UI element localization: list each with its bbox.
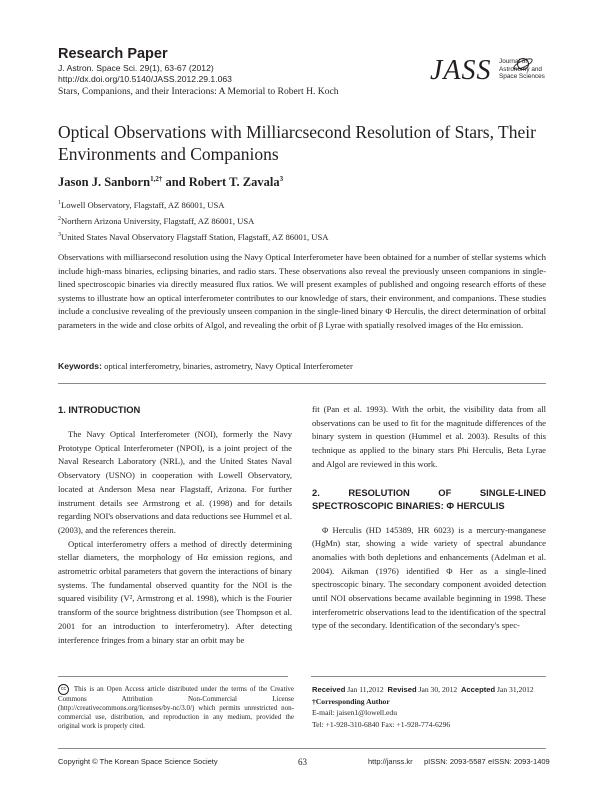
affiliation-3-sup: 3 — [58, 231, 61, 238]
journal-logo — [430, 53, 555, 101]
page-number: 63 — [298, 757, 307, 767]
author-phone: Tel: +1-928-310-6840 Fax: +1-928-774-6296 — [312, 719, 451, 729]
keywords — [58, 361, 546, 371]
electronic-issn: eISSN: 2093-1409 — [488, 757, 550, 766]
copyright: Copyright © The Korean Space Science Society — [58, 757, 218, 766]
keywords-text: optical interferometry, binaries, astrometry, Navy Optical Interferometer — [104, 361, 353, 371]
corresponding-author: †Corresponding Author — [312, 696, 390, 706]
affiliation-2 — [58, 212, 329, 228]
received-date: Jan 11,2012 — [347, 685, 384, 694]
paper-title: Optical Observations with Milliarcsecond Resolution of Stars, Their Environments and Companions — [58, 122, 536, 164]
revised-label: Revised — [387, 685, 417, 694]
page-footer — [58, 757, 550, 769]
right-column — [312, 403, 546, 633]
divider — [58, 383, 546, 384]
revised-date: Jan 30, 2012 — [418, 685, 458, 694]
affiliation-1-sup: 1 — [58, 200, 61, 206]
affiliation-2-sup: 2 — [58, 215, 61, 222]
keywords-label: Keywords: — [58, 361, 102, 371]
affiliation-2-text: Northern Arizona University, Flagstaff, AZ 86001, USA — [61, 215, 255, 226]
article-history — [312, 684, 552, 730]
divider — [58, 676, 288, 677]
author-2: and Robert T. Zavala — [165, 175, 280, 190]
divider — [311, 676, 546, 677]
author-list — [58, 175, 283, 190]
logo-text: JASS — [430, 55, 492, 86]
intro-paragraph-2: Optical interferometry offers a method of directly determining stellar diameters, the morphology of Hα emission regions, and astrometric orbital parameters that govern the interactions of binary systems. The fundamental observed quantity for the NOI is the squared visibility (V², Armstrong et al. 1998), which is the Fourier transform of the source brightness distribution (see Thompson et al. 2001 for an introduction to interferometry). After detecting interference fringes from a binary star an orbit may be — [58, 538, 292, 645]
print-issn: pISSN: 2093-5587 — [424, 757, 486, 766]
author-1-affil: 1,2† — [150, 175, 163, 183]
creative-commons-icon: cc — [58, 684, 69, 695]
citation: J. Astron. Space Sci. 29(1), 63-67 (2012) — [58, 63, 214, 73]
affiliations — [58, 196, 329, 244]
accepted-date: Jan 31,2012 — [497, 685, 534, 694]
logo-line-1: Journal of — [499, 58, 528, 65]
phi-her-paragraph: Φ Herculis (HD 145389, HR 6023) is a mercury-manganese (HgMn) star, showing a wide variety of spectral abundance anomalies with both depletions and enhancements (Adelman et al. 2004). Aikman (1976) identified Φ Her as a single-lined spectroscopic binary. The secondary component avoided detection until NOI observations became available beginning in 1998. These interferometric observations lead to the identification of the spectral type of the secondary. Identification of the secondary's spec- — [312, 524, 546, 631]
doi-link[interactable]: http://dx.doi.org/10.5140/JASS.2012.29.1.063 — [58, 74, 232, 84]
journal-url[interactable]: http://janss.kr — [368, 757, 413, 766]
history-dates — [312, 684, 552, 696]
affiliation-3 — [58, 228, 329, 244]
intro-paragraph-1: The Navy Optical Interferometer (NOI), formerly the Navy Prototype Optical Interferometer (NPOI), is a joint project of the Naval Research Laboratory (NRL), and the United States Naval Observatory (USNO) in cooperation with Lowell Observatory, located at Anderson Mesa near Flagstaff, Arizona. For further instrument details see Armstrong et al. (1998) and for details regarding NOI's observations and data reductions see Hummel et al. (2003), and the references therein. — [58, 429, 292, 535]
author-2-affil: 3 — [279, 175, 284, 183]
section-heading-phi-herculis: 2. RESOLUTION OF SINGLE-LINED SPECTROSCOPIC BINARIES: Φ HERCULIS — [312, 486, 546, 511]
journal-header — [58, 46, 418, 98]
affiliation-1 — [58, 196, 329, 212]
author-1: Jason J. Sanborn — [58, 175, 151, 190]
article-type: Research Paper — [58, 46, 168, 62]
divider — [58, 748, 546, 749]
received-label: Received — [312, 685, 346, 694]
left-column — [58, 403, 292, 647]
series-title: Stars, Companions, and their Interacions: A Memorial to Robert H. Koch — [58, 86, 339, 97]
abstract: Observations with milliarsecond resolution using the Navy Optical Interferometer have been obtained for a number of stellar systems which include high-mass binaries, eclipsing binaries, and radio stars. These observations also reveal the previously unseen companions in single-lined spectroscopic binaries via directly measured flux ratios. We will present examples of published and ongoing research efforts of these systems to illustrate how an optical interferometer contributes to our knowledge of stars, their environment, and companions. These studies include a conclusive revealing of the previously unseen companion in the single-lined binary Φ Herculis, the direct determination of orbital parameters in the wide and close orbits of Algol, and revealing the orbit of β Lyrae with spatially resolved images of the Hα emission. — [58, 252, 546, 330]
affiliation-1-text: Lowell Observatory, Flagstaff, AZ 86001, USA — [61, 199, 225, 210]
author-email[interactable]: E-mail: jaisen1@lowell.edu — [312, 708, 398, 717]
license-text: This is an Open Access article distributed under the terms of the Creative Commons Attribution Non-Commercial License (http://creativecommons.org/licenses/by-nc/3.0/) which permits unrestricted non-commercial use, distribution, and reproduction in any medium, provided the original work is properly cited. — [58, 685, 295, 730]
accepted-label: Accepted — [460, 685, 496, 694]
section-heading-introduction: 1. INTRODUCTION — [58, 404, 141, 415]
logo-line-3: Space Sciences — [499, 73, 545, 81]
affiliation-3-text: United States Naval Observatory Flagstaff Station, Flagstaff, AZ 86001, USA — [61, 231, 329, 242]
license-notice — [58, 684, 294, 731]
logo-line-2: Astronomy and — [499, 65, 542, 73]
logo-caption — [499, 58, 559, 81]
intro-continuation: fit (Pan et al. 1993). With the orbit, the visibility data from all observations can be used to fit for the magnitude differences of the binary system in question (Hummel et al. 2003). Results of this technique as applied to the binary stars Phi Herculis, Beta Lyrae and Algol are reviewed in this work. — [312, 404, 546, 469]
